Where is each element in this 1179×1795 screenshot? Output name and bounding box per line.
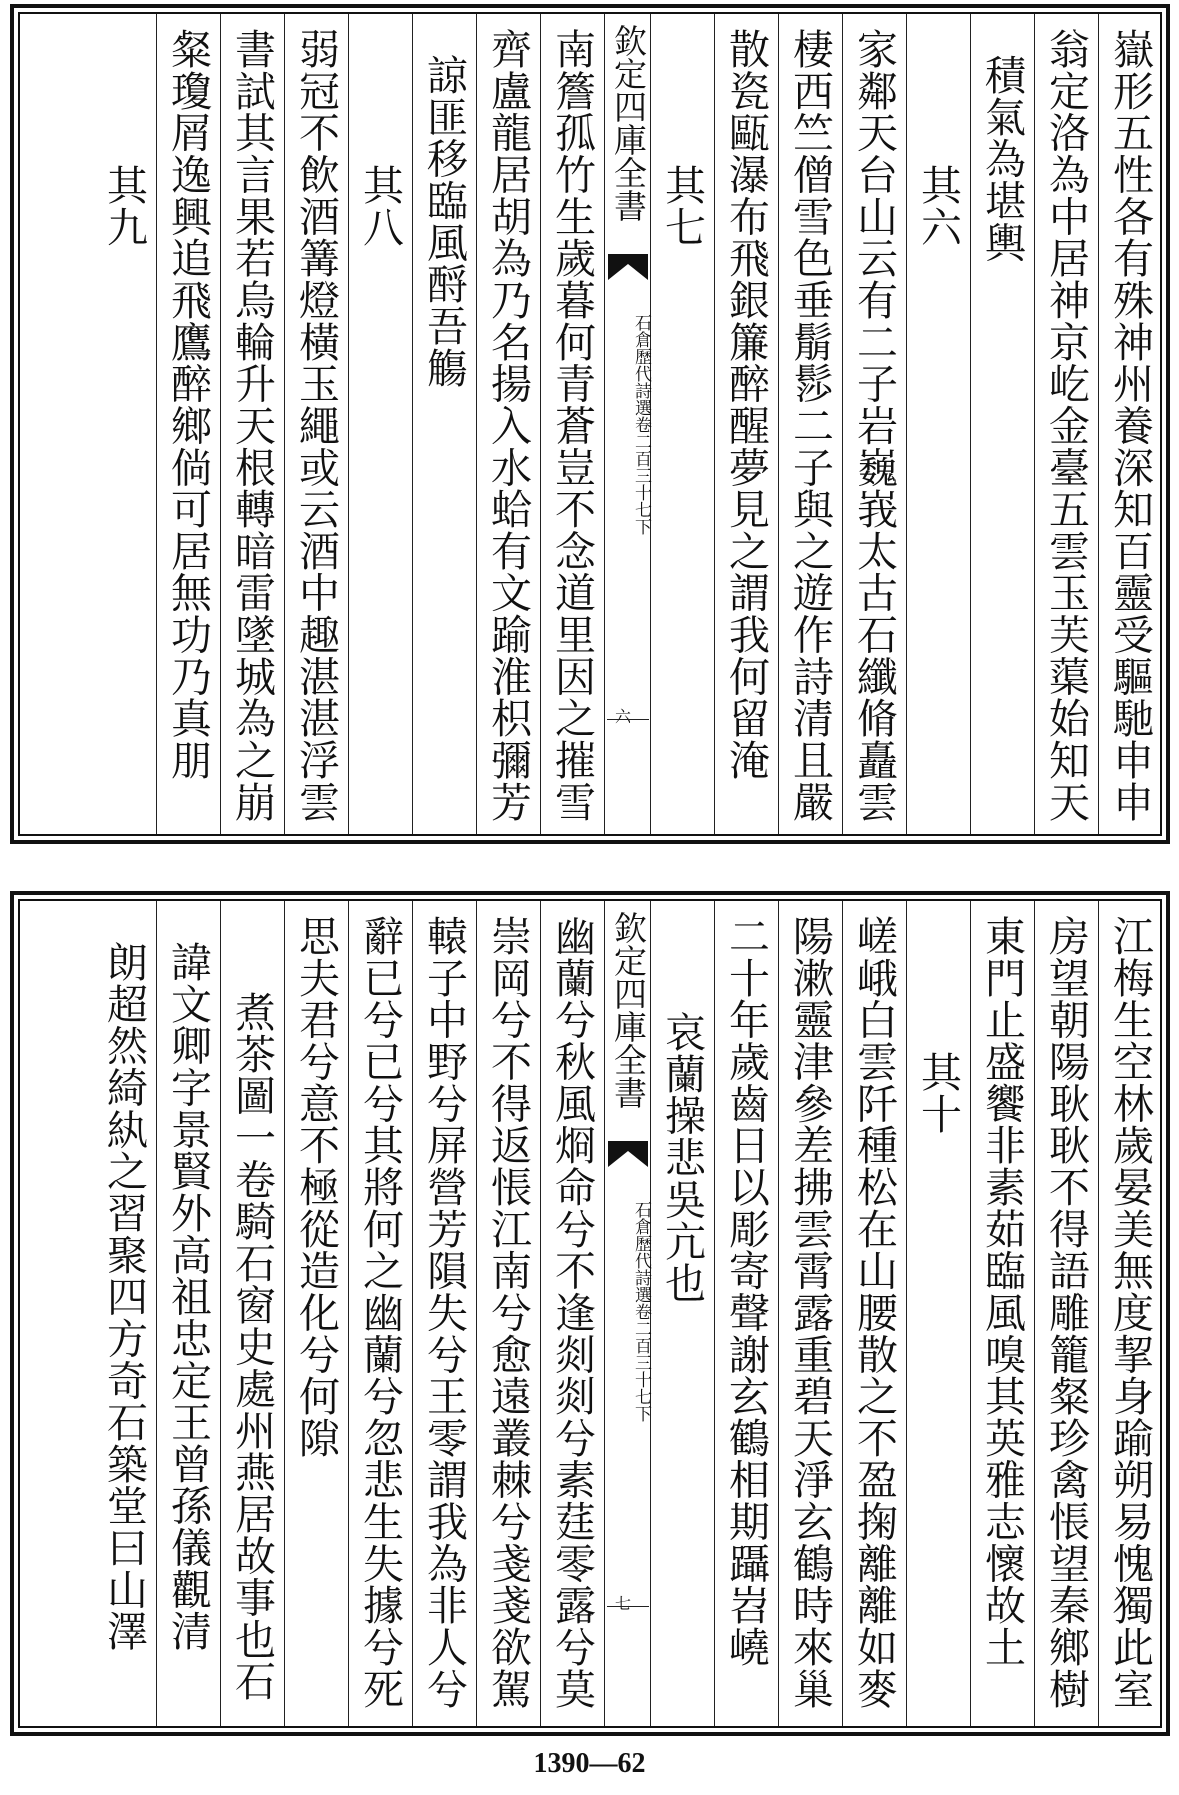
poem-heading: 其十	[906, 901, 970, 1726]
text-column: 家鄰天台山云有二子岩巍峩太古石纖脩矗雲	[842, 14, 906, 834]
leaf-number: 七	[615, 1594, 632, 1613]
bottom-page-frame	[18, 899, 1162, 1728]
volume-label: 石倉歷代詩選卷二百三十七下	[631, 314, 651, 535]
text-column: 散瓷甌瀑布飛銀簾醉醒夢見之謂我何留淹	[714, 14, 778, 834]
text-column: 煮茶圖一卷騎石窗史處州燕居故事也石	[220, 901, 284, 1726]
divider	[607, 1606, 649, 1607]
book-title: 欽定四庫全書	[609, 911, 648, 1109]
text-column: 嶽形五性各有殊神州養深知百靈受驅馳申申	[1098, 14, 1162, 834]
text-column: 積氣為堪輿	[970, 14, 1034, 834]
fishtail-mark-icon	[608, 254, 648, 280]
text-column: 轅子中野兮屏營芳隕失兮王零謂我為非人兮	[412, 901, 476, 1726]
text-column: 諒匪移臨風酹吾觴	[412, 14, 476, 834]
page-number: 1390—62	[533, 1748, 646, 1779]
center-fold	[604, 901, 651, 1726]
top-page-frame	[18, 12, 1162, 836]
top-page	[10, 4, 1170, 844]
volume-label: 石倉歷代詩選卷二百三十七下	[631, 1201, 651, 1422]
poem-heading: 其六	[906, 14, 970, 834]
poem-heading: 其八	[348, 14, 412, 834]
poem-heading: 其九	[100, 164, 148, 248]
text-column: 東門止盛饗非素茹臨風嗅其英雅志懷故土	[970, 901, 1034, 1726]
text-column: 江梅生空林歲晏美無度挈身踰朔易愧獨此室	[1098, 901, 1162, 1726]
text-column: 幽蘭兮秋風烱命兮不逢剡剡兮素莛零露兮莫	[540, 901, 604, 1726]
text-column: 諱文卿字景賢外高祖忠定王曾孫儀觀清	[156, 901, 220, 1726]
text-column: 房望朝陽耿耿不得語雕籠粲珍禽悵望秦鄉樹	[1034, 901, 1098, 1726]
poem-title: 哀蘭操悲吳亢也	[650, 901, 714, 1726]
text-column: 棲西竺僧雪色垂鬅髿二子與之遊作詩清且嚴	[778, 14, 842, 834]
text-column: 南簷孤竹生歲暮何青蒼豈不念道里因之摧雪	[540, 14, 604, 834]
text-column: 翁定洛為中居神京屹金臺五雲玉芙蕖始知天	[1034, 14, 1098, 834]
text-column: 陽漱靈津參差拂雲霄露重碧天淨玄鶴時來巢	[778, 901, 842, 1726]
text-column: 嵯峨白雲阡種松在山腰散之不盈掬離離如麥	[842, 901, 906, 1726]
text-column: 崇岡兮不得返悵江南兮愈遠叢棘兮戔戔欲駕	[476, 901, 540, 1726]
book-title: 欽定四庫全書	[609, 24, 648, 222]
text-column: 朗超然綺紈之習聚四方奇石築堂曰山澤	[100, 941, 148, 1652]
text-column: 齊盧龍居胡為乃名揚入水蛤有文踰淮枳彌芳	[476, 14, 540, 834]
center-fold	[604, 14, 651, 834]
text-column: 思夫君兮意不極從造化兮何隙	[284, 901, 348, 1726]
text-column: 二十年歲齒日以彫寄聲謝玄鶴相期躡岧嶢	[714, 901, 778, 1726]
fishtail-mark-icon	[608, 1141, 648, 1167]
text-column: 辭已兮已兮其將何之幽蘭兮忽悲生失據兮死	[348, 901, 412, 1726]
text-column: 粲瓊屑逸興追飛鷹醉鄉倘可居無功乃真朋	[156, 14, 220, 834]
text-column: 書試其言果若烏輪升天根轉暗雷墜城為之崩	[220, 14, 284, 834]
leaf-number: 六	[615, 707, 632, 726]
bottom-page	[10, 891, 1170, 1736]
poem-heading: 其七	[650, 14, 714, 834]
divider	[607, 719, 649, 720]
text-column: 弱冠不飲酒篝燈橫玉繩或云酒中趣湛湛浮雲	[284, 14, 348, 834]
